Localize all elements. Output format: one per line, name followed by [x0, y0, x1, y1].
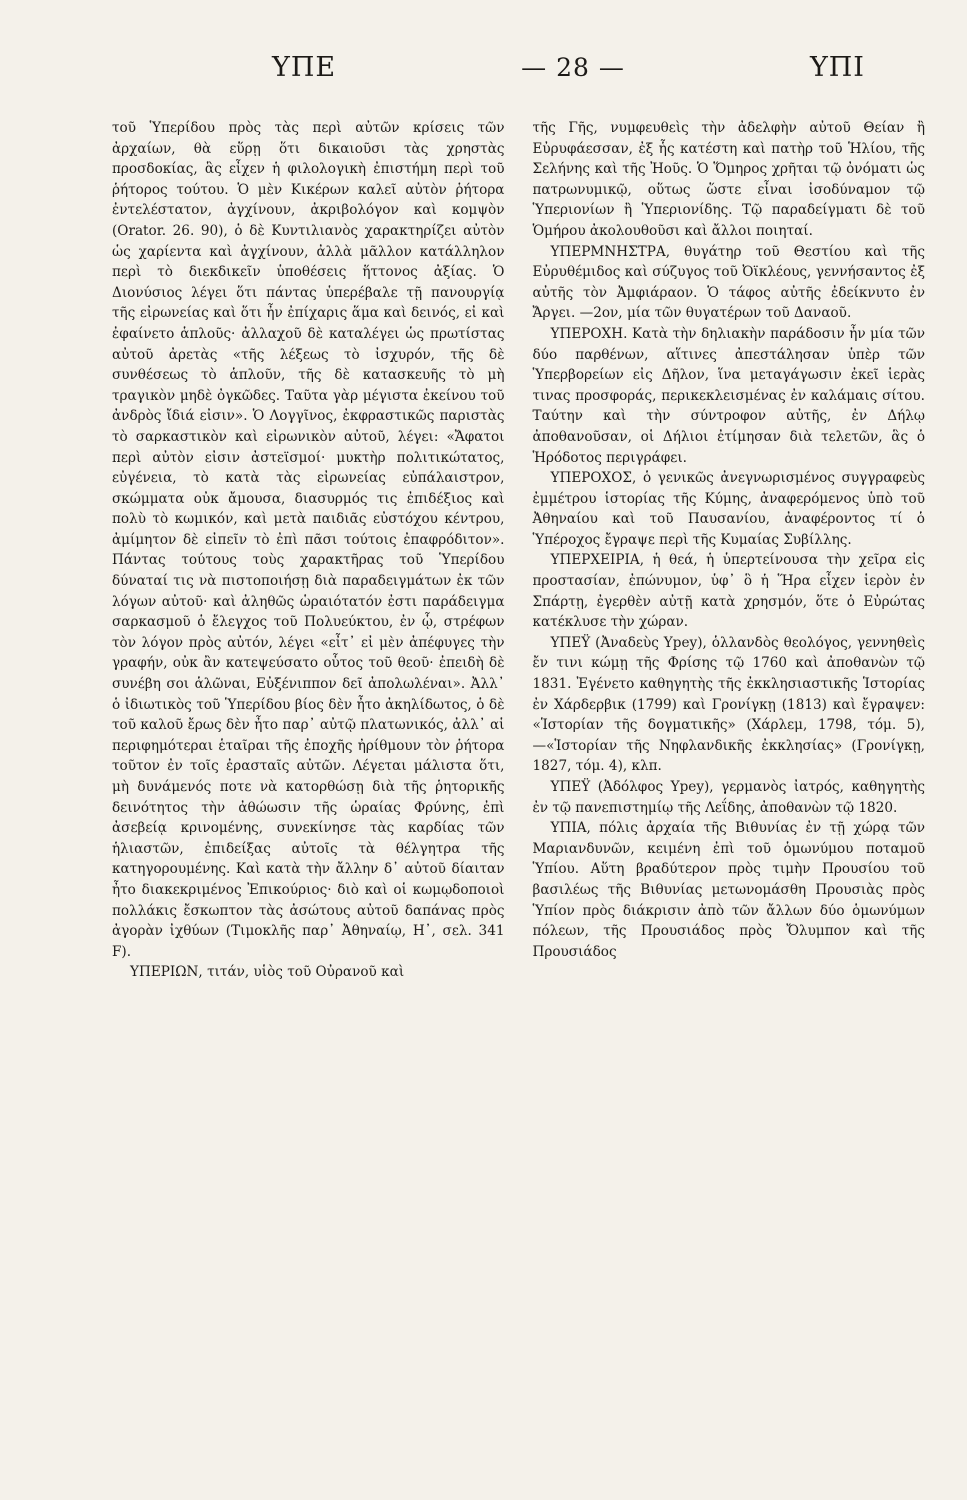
paragraph-hyperion-cont: τῆς Γῆς, νυμφευθεὶς τὴν ἀδελφὴν αὐτοῦ Θείαν ἢ Εὐρυφάεσσαν, ἐξ ἧς κατέστη καὶ πατὴρ τοῦ Ἡλίου, τῆς Σελήνης καὶ τῆς Ἠοῦς. Ὁ Ὅμηρος χρῆται τῷ ὀνόματι ὡς πατρωνυμικῷ, οὕτως ὥστε εἶναι ἰσοδύναμον τῷ Ὑπεριονίων ἢ Ὑπεριονίδης. Τῷ παραδείγματι δὲ τοῦ Ὁμήρου ἀκολουθοῦσι καὶ ἄλλοι ποιηταί. [532, 120, 925, 239]
paragraph-hyperides: τοῦ Ὑπερίδου πρὸς τὰς περὶ αὐτῶν κρίσεις τῶν ἀρχαίων, θὰ εὕρῃ ὅτι δικαιοῦσι τὰς χρηστὰς προσδοκίας, ἃς εἶχεν ἡ φιλολογικὴ ἐπιστήμη περὶ τοῦ ῥήτορος τούτου. Ὁ μὲν Κικέρων καλεῖ αὐτὸν ῥήτορα ἐντελέστατον, ἀγχίνουν, ἀκριβολόγον καὶ κομψὸν (Orator. 26. 90), ὁ δὲ Κυντιλιανὸς χαρακτηρίζει αὐτὸν ὡς χαρίεντα καὶ ἀγχίνουν, ἀλλὰ μᾶλλον κατάλληλον περὶ τὸ διεκδικεῖν ὑποθέσεις ἥττονος ἀξίας. Ὁ Διονύσιος λέγει ὅτι πάντας ὑπερέβαλε τῇ πανουργίᾳ τῆς εἰρωνείας καὶ ὅτι ἦν ἐπίχαρις ἅμα καὶ δεινός, εἰ καὶ ἐφαίνετο ἁπλοῦς· ἀλλαχοῦ δὲ καταλέγει ὡς πρωτίστας αὐτοῦ ἀρετὰς «τῆς λέξεως τὸ ἰσχυρόν, τῆς δὲ συνθέσεως τὸ ἁπλοῦν, τῆς δὲ κατασκευῆς τὸ μὴ τραγικὸν μηδὲ ὀγκῶδες. Ταῦτα γὰρ μέγιστα ἐκείνου τοῦ ἀνδρὸς ἴδιά εἰσιν». Ὁ Λογγῖνος, ἐκφραστικῶς παριστὰς τὸ σαρκαστικὸν καὶ εἰρωνικὸν αὐτοῦ, λέγει: «Ἄφατοι περὶ αὐτὸν εἰσιν ἀστεϊσμοί· μυκτὴρ πολιτικώτατος, εὐγένεια, τὸ κατὰ τὰς εἰρωνείας εὐπάλαιστρον, σκώμματα οὐκ ἄμουσα, διασυρμός τις ἐπιδέξιος καὶ πολὺ τὸ κωμικόν, καὶ μετὰ παιδιᾶς εὐστόχου κέντρου, ἀμίμητον δὲ εἰπεῖν τὸ ἐπὶ πᾶσι τούτοις ἐπαφρόδιτον». Πάντας τούτους τοὺς χαρακτῆρας τοῦ Ὑπερίδου δύναταί τις νὰ πιστοποιήσῃ διὰ παραδειγμάτων ἐκ τῶν λόγων αὐτοῦ· καὶ ἀληθῶς ὡραιότατόν ἐστι παράδειγμα σαρκασμοῦ ὁ ἔλεγχος τοῦ Πολυεύκτου, ἐν ᾧ, στρέφων τὸν λόγον πρὸς αὐτόν, λέγει «εἶτ᾽ εἰ μὲν ἀπέφυγες τὴν γραφήν, οὐκ ἂν κατεψεύσατο οὗτος τοῦ θεοῦ· ἐπειδὴ δὲ συνέβη σοι ἁλῶναι, Εὐξένιππον δεῖ ἀπολωλέναι». Ἀλλ᾽ ὁ ἰδιωτικὸς τοῦ Ὑπερίδου βίος δὲν ἦτο ἀκηλίδωτος, ὁ δὲ τοῦ καλοῦ ἔρως δὲν ἦτο παρ᾽ αὐτῷ πλατωνικός, ἀλλ᾽ αἱ περιφημότεραι ἑταῖραι τῆς ἐποχῆς ἠρίθμουν τὸν ῥήτορα τοῦτον ἐν τοῖς ἐρασταῖς αὐτῶν. Λέγεται μάλιστα ὅτι, μὴ δυνάμενός ποτε νὰ κατορθώσῃ διὰ τῆς ῥητορικῆς δεινότητος τὴν ἀθώωσιν τῆς ὡραίας Φρύνης, ἐπὶ ἀσεβείᾳ κρινομένης, συνεκίνησε τὰς καρδίας τῶν ἡλιαστῶν, ἐπιδείξας αὐτοῖς τὰ θέλγητρα τῆς κατηγορουμένης. Καὶ κατὰ τὴν ἄλλην δ᾽ αὐτοῦ δίαιταν ἦτο διακεκριμένος Ἐπικούριος· διὸ καὶ οἱ κωμῳδοποιοὶ πολλάκις ἔσκωπτον τὰς ἀσώτους αὐτοῦ δαπάνας πρὸς ἀγορὰν ἰχθύων (Τιμοκλῆς παρ᾽ Ἀθηναίῳ, Η᾽, σελ. 341 F). [112, 120, 505, 960]
text-columns [112, 118, 925, 983]
paragraph-hyperion: ΥΠΕΡΙΩΝ, τιτάν, υἱὸς τοῦ Οὐρανοῦ καὶ [130, 964, 405, 981]
left-column [112, 118, 505, 983]
header-right-title: ΥΠΙ [809, 52, 865, 83]
paragraph-ypey-adolphos: ΥΠΕΫ (Ἀδόλφος Ypey), γερμανὸς ἰατρός, καθηγητὴς ἐν τῷ πανεπιστημίῳ τῆς Λεΐδης, ἀποθανὼν τῷ 1820. [532, 779, 925, 816]
paragraph-hypia: ΥΠΙΑ, πόλις ἀρχαία τῆς Βιθυνίας ἐν τῇ χώρᾳ τῶν Μαριανδυνῶν, κειμένη ἐπὶ τοῦ ὁμωνύμου ποταμοῦ Ὑπίου. Αὕτη βραδύτερον πρὸς τιμὴν Προυσίου τοῦ βασιλέως τῆς Βιθυνίας μετωνομάσθη Προυσιὰς πρὸς Ὑπίον πρὸς διάκρισιν ἀπὸ τῶν ἄλλων δύο ὁμωνύμων πόλεων, τῆς Προυσιάδος πρὸς Ὄλυμπον καὶ τῆς Προυσιάδος [532, 820, 925, 960]
page-header [112, 52, 925, 96]
paragraph-hypermnestra: ΥΠΕΡΜΝΗΣΤΡΑ, θυγάτηρ τοῦ Θεστίου καὶ τῆς Εὐρυθέμιδος καὶ σύζυγος τοῦ Ὀϊκλέους, γεννήσαντος ἐξ αὐτῆς τὸν Ἀμφιάραον. Ὁ τάφος αὐτῆς ἐδείκνυτο ἐν Ἄργει. —2ον, μία τῶν θυγατέρων τοῦ Δαναοῦ. [532, 243, 925, 322]
paragraph-ypey-anadeus: ΥΠΕΫ (Ἀναδεὺς Ypey), ὁλλανδὸς θεολόγος, γεννηθεὶς ἔν τινι κώμῃ τῆς Φρίσης τῷ 1760 καὶ ἀποθανὼν τῷ 1831. Ἐγένετο καθηγητὴς τῆς ἐκκλησιαστικῆς Ἱστορίας ἐν Χάρδερβικ (1799) καὶ Γρονίγκῃ (1813) καὶ ἔγραψεν: «Ἱστορίαν τῆς δογματικῆς» (Χάρλεμ, 1798, τόμ. 5), —«Ἱστορίαν τῆς Νηφλανδικῆς ἐκκλησίας» (Γρονίγκῃ, 1827, τόμ. 4), κλπ. [532, 634, 925, 775]
right-column [533, 118, 926, 983]
paragraph-hyperoche: ΥΠΕΡΟΧΗ. Κατὰ τὴν δηλιακὴν παράδοσιν ἦν μία τῶν δύο παρθένων, αἵτινες ἀπεστάλησαν ὑπὲρ τῶν Ὑπερβορείων εἰς Δῆλον, ἵνα μεταγάγωσιν ἐκεῖ ἱερὰς τινας προσφοράς, περικεκλεισμένας ἐν καλάμαις σίτου. Ταύτην καὶ τὴν σύντροφον αὐτῆς, ἐν Δήλῳ ἀποθανοῦσαν, οἱ Δήλιοι ἐτίμησαν διὰ τελετῶν, ἃς ὁ Ἡρόδοτος περιγράφει. [532, 325, 925, 466]
paragraph-hypercheiria: ΥΠΕΡΧΕΙΡΙΑ, ἡ θεά, ἡ ὑπερτείνουσα τὴν χεῖρα εἰς προστασίαν, ἐπώνυμον, ὑφ᾽ ὃ ἡ Ἥρα εἶχεν ἱερὸν ἐν Σπάρτῃ, ἐγερθὲν αὐτῇ κατὰ χρησμόν, ὅτε ὁ Εὐρώτας κατέκλυσε τὴν χώραν. [532, 552, 925, 631]
paragraph-hyperochos: ΥΠΕΡΟΧΟΣ, ὁ γενικῶς ἀνεγνωρισμένος συγγραφεὺς ἐμμέτρου ἱστορίας τῆς Κύμης, ἀναφερόμενος ὑπὸ τοῦ Ἀθηναίου καὶ τοῦ Παυσανίου, ἀναφέροντος τί ὁ Ὑπέροχος ἔγραψε περὶ τῆς Κυμαίας Συβίλλης. [532, 470, 925, 548]
header-left-title: ΥΠΕ [272, 52, 337, 83]
page-number: — 28 — [521, 53, 625, 82]
